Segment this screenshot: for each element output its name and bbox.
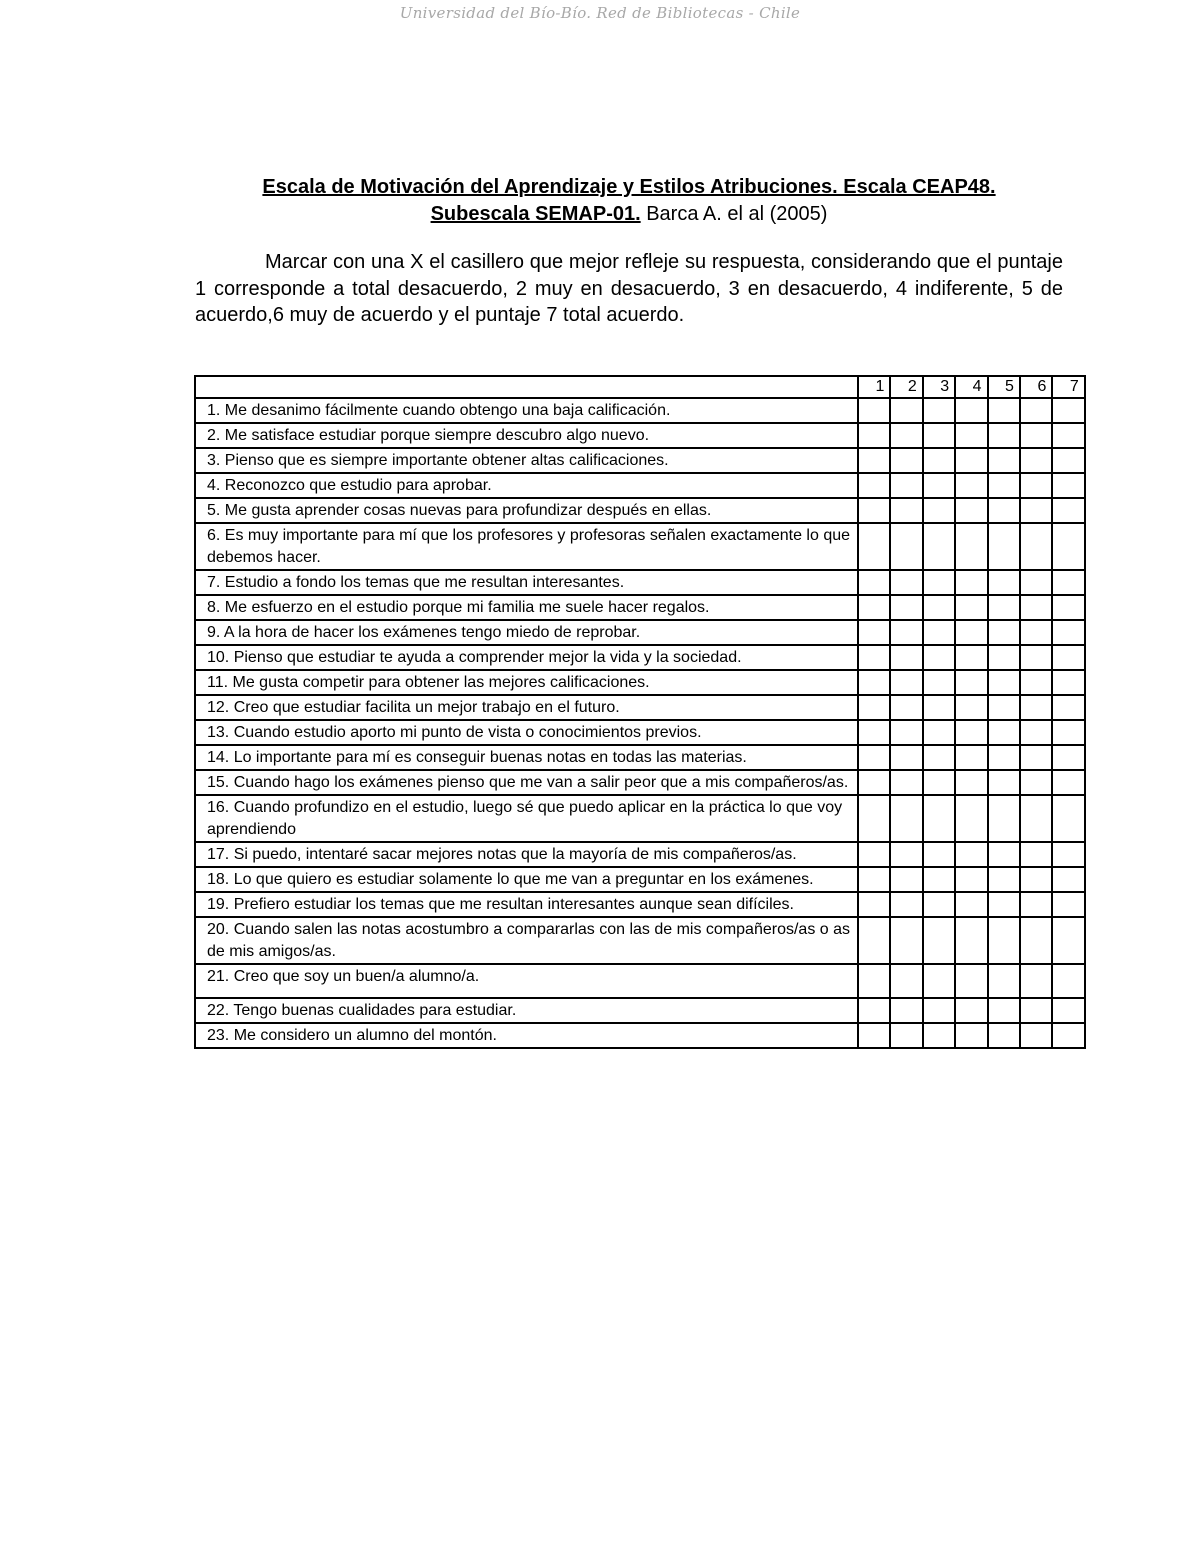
table-row <box>195 473 1085 498</box>
response-box-5[interactable] <box>988 795 1020 842</box>
response-box-2[interactable] <box>890 917 922 964</box>
response-box-1[interactable] <box>858 423 890 448</box>
response-box-6[interactable] <box>1020 917 1052 964</box>
response-box-4[interactable] <box>955 595 987 620</box>
scale-header-6: 6 <box>1020 376 1052 398</box>
response-box-3[interactable] <box>923 448 955 473</box>
response-box-4[interactable] <box>955 448 987 473</box>
response-box-3[interactable] <box>923 964 955 998</box>
item-statement: 16. Cuando profundizo en el estudio, luego sé que puedo aplicar en la práctica lo que voy aprendiendo <box>195 795 858 842</box>
response-box-4[interactable] <box>955 695 987 720</box>
item-statement: 12. Creo que estudiar facilita un mejor trabajo en el futuro. <box>195 695 858 720</box>
response-box-4[interactable] <box>955 795 987 842</box>
response-box-6[interactable] <box>1020 448 1052 473</box>
response-box-6[interactable] <box>1020 398 1052 423</box>
response-box-6[interactable] <box>1020 645 1052 670</box>
item-statement: 9. A la hora de hacer los exámenes tengo miedo de reprobar. <box>195 620 858 645</box>
response-box-2[interactable] <box>890 670 922 695</box>
response-box-5[interactable] <box>988 498 1020 523</box>
scale-header-5: 5 <box>988 376 1020 398</box>
response-box-3[interactable] <box>923 423 955 448</box>
response-box-5[interactable] <box>988 645 1020 670</box>
table-row <box>195 867 1085 892</box>
response-box-4[interactable] <box>955 523 987 570</box>
response-box-2[interactable] <box>890 745 922 770</box>
scale-header-7: 7 <box>1052 376 1084 398</box>
item-statement: 22. Tengo buenas cualidades para estudiar. <box>195 998 858 1023</box>
table-row <box>195 892 1085 917</box>
item-statement: 15. Cuando hago los exámenes pienso que me van a salir peor que a mis compañeros/as. <box>195 770 858 795</box>
response-box-3[interactable] <box>923 842 955 867</box>
response-box-2[interactable] <box>890 867 922 892</box>
response-box-6[interactable] <box>1020 620 1052 645</box>
response-box-1[interactable] <box>858 695 890 720</box>
scale-header-4: 4 <box>955 376 987 398</box>
response-box-4[interactable] <box>955 620 987 645</box>
response-box-1[interactable] <box>858 795 890 842</box>
response-box-7[interactable] <box>1052 720 1084 745</box>
response-box-5[interactable] <box>988 570 1020 595</box>
response-box-6[interactable] <box>1020 1023 1052 1048</box>
response-box-4[interactable] <box>955 398 987 423</box>
response-box-2[interactable] <box>890 398 922 423</box>
library-watermark: Universidad del Bío-Bío. Red de Bibliotecas - Chile <box>399 4 801 22</box>
response-box-4[interactable] <box>955 998 987 1023</box>
response-box-6[interactable] <box>1020 745 1052 770</box>
response-box-7[interactable] <box>1052 523 1084 570</box>
instructions-paragraph: Marcar con una X el casillero que mejor refleje su respuesta, considerando que el puntaje 1 corresponde a total desacuerdo, 2 muy en desacuerdo, 3 en desacuerdo, 4 indiferente, 5 de acuerdo,6 muy de acuerdo y el puntaje 7 total acuerdo. <box>195 251 1063 326</box>
response-box-5[interactable] <box>988 720 1020 745</box>
response-box-2[interactable] <box>890 423 922 448</box>
response-box-5[interactable] <box>988 917 1020 964</box>
response-box-2[interactable] <box>890 720 922 745</box>
response-box-2[interactable] <box>890 695 922 720</box>
response-box-1[interactable] <box>858 1023 890 1048</box>
response-box-5[interactable] <box>988 595 1020 620</box>
response-box-7[interactable] <box>1052 998 1084 1023</box>
response-box-1[interactable] <box>858 867 890 892</box>
response-box-5[interactable] <box>988 398 1020 423</box>
response-box-4[interactable] <box>955 423 987 448</box>
response-box-6[interactable] <box>1020 720 1052 745</box>
item-statement: 1. Me desanimo fácilmente cuando obtengo una baja calificación. <box>195 398 858 423</box>
table-row <box>195 448 1085 473</box>
response-box-4[interactable] <box>955 498 987 523</box>
response-box-6[interactable] <box>1020 867 1052 892</box>
response-box-7[interactable] <box>1052 695 1084 720</box>
response-box-7[interactable] <box>1052 595 1084 620</box>
item-statement: 23. Me considero un alumno del montón. <box>195 1023 858 1048</box>
table-row <box>195 745 1085 770</box>
response-box-3[interactable] <box>923 570 955 595</box>
item-statement: 17. Si puedo, intentaré sacar mejores notas que la mayoría de mis compañeros/as. <box>195 842 858 867</box>
response-box-4[interactable] <box>955 917 987 964</box>
response-box-7[interactable] <box>1052 645 1084 670</box>
response-box-2[interactable] <box>890 998 922 1023</box>
response-box-1[interactable] <box>858 745 890 770</box>
response-box-6[interactable] <box>1020 892 1052 917</box>
response-box-1[interactable] <box>858 620 890 645</box>
table-row <box>195 645 1085 670</box>
response-box-4[interactable] <box>955 745 987 770</box>
response-box-4[interactable] <box>955 570 987 595</box>
response-box-3[interactable] <box>923 1023 955 1048</box>
response-box-3[interactable] <box>923 498 955 523</box>
response-box-4[interactable] <box>955 964 987 998</box>
response-box-6[interactable] <box>1020 670 1052 695</box>
response-box-7[interactable] <box>1052 423 1084 448</box>
response-box-1[interactable] <box>858 570 890 595</box>
response-box-7[interactable] <box>1052 964 1084 998</box>
response-box-7[interactable] <box>1052 1023 1084 1048</box>
response-box-6[interactable] <box>1020 795 1052 842</box>
item-statement: 14. Lo importante para mí es conseguir buenas notas en todas las materias. <box>195 745 858 770</box>
response-box-2[interactable] <box>890 795 922 842</box>
response-box-1[interactable] <box>858 998 890 1023</box>
item-statement: 6. Es muy importante para mí que los profesores y profesoras señalen exactamente lo que debemos hacer. <box>195 523 858 570</box>
response-box-5[interactable] <box>988 867 1020 892</box>
response-box-5[interactable] <box>988 770 1020 795</box>
response-box-1[interactable] <box>858 670 890 695</box>
response-box-1[interactable] <box>858 398 890 423</box>
table-row <box>195 770 1085 795</box>
title-subscale: Subescala SEMAP-01. <box>430 203 641 225</box>
response-box-5[interactable] <box>988 523 1020 570</box>
response-box-1[interactable] <box>858 523 890 570</box>
item-statement: 2. Me satisface estudiar porque siempre descubro algo nuevo. <box>195 423 858 448</box>
response-box-3[interactable] <box>923 917 955 964</box>
response-box-7[interactable] <box>1052 473 1084 498</box>
table-row <box>195 842 1085 867</box>
response-box-5[interactable] <box>988 892 1020 917</box>
response-box-4[interactable] <box>955 1023 987 1048</box>
response-box-2[interactable] <box>890 770 922 795</box>
scale-header-2: 2 <box>890 376 922 398</box>
title-line-1: Escala de Motivación del Aprendizaje y Estilos Atribuciones. Escala CEAP48. <box>262 176 996 198</box>
response-box-4[interactable] <box>955 770 987 795</box>
response-box-6[interactable] <box>1020 523 1052 570</box>
table-row <box>195 620 1085 645</box>
response-box-5[interactable] <box>988 1023 1020 1048</box>
response-box-5[interactable] <box>988 473 1020 498</box>
item-statement: 11. Me gusta competir para obtener las mejores calificaciones. <box>195 670 858 695</box>
response-box-1[interactable] <box>858 720 890 745</box>
response-box-7[interactable] <box>1052 770 1084 795</box>
response-box-3[interactable] <box>923 795 955 842</box>
response-box-7[interactable] <box>1052 917 1084 964</box>
table-row <box>195 523 1085 570</box>
response-box-2[interactable] <box>890 473 922 498</box>
response-box-2[interactable] <box>890 595 922 620</box>
response-box-7[interactable] <box>1052 620 1084 645</box>
response-box-1[interactable] <box>858 448 890 473</box>
response-box-3[interactable] <box>923 695 955 720</box>
response-box-3[interactable] <box>923 770 955 795</box>
response-box-5[interactable] <box>988 964 1020 998</box>
scale-header-3: 3 <box>923 376 955 398</box>
response-box-6[interactable] <box>1020 770 1052 795</box>
response-box-3[interactable] <box>923 473 955 498</box>
response-box-5[interactable] <box>988 842 1020 867</box>
response-box-2[interactable] <box>890 645 922 670</box>
title-citation: Barca A. el al (2005) <box>640 203 828 225</box>
document-title <box>195 174 1063 228</box>
header-item-cell <box>195 376 858 398</box>
response-box-4[interactable] <box>955 842 987 867</box>
response-box-3[interactable] <box>923 523 955 570</box>
response-box-4[interactable] <box>955 892 987 917</box>
response-box-4[interactable] <box>955 645 987 670</box>
response-box-5[interactable] <box>988 670 1020 695</box>
response-box-7[interactable] <box>1052 398 1084 423</box>
response-box-6[interactable] <box>1020 842 1052 867</box>
response-box-2[interactable] <box>890 523 922 570</box>
response-box-5[interactable] <box>988 448 1020 473</box>
response-box-6[interactable] <box>1020 964 1052 998</box>
response-box-3[interactable] <box>923 720 955 745</box>
response-box-5[interactable] <box>988 423 1020 448</box>
response-box-2[interactable] <box>890 570 922 595</box>
item-statement: 18. Lo que quiero es estudiar solamente lo que me van a preguntar en los exámenes. <box>195 867 858 892</box>
response-box-7[interactable] <box>1052 570 1084 595</box>
response-box-7[interactable] <box>1052 892 1084 917</box>
table-row <box>195 498 1085 523</box>
response-box-2[interactable] <box>890 498 922 523</box>
table-row <box>195 570 1085 595</box>
response-box-4[interactable] <box>955 867 987 892</box>
questionnaire-table <box>194 375 1086 1049</box>
table-row <box>195 595 1085 620</box>
response-box-1[interactable] <box>858 645 890 670</box>
response-box-3[interactable] <box>923 620 955 645</box>
response-box-3[interactable] <box>923 745 955 770</box>
response-box-4[interactable] <box>955 473 987 498</box>
table-row <box>195 1023 1085 1048</box>
scale-header-1: 1 <box>858 376 890 398</box>
item-statement: 21. Creo que soy un buen/a alumno/a. <box>195 964 858 998</box>
table-row <box>195 423 1085 448</box>
response-box-3[interactable] <box>923 998 955 1023</box>
table-row <box>195 398 1085 423</box>
response-box-5[interactable] <box>988 745 1020 770</box>
response-box-6[interactable] <box>1020 998 1052 1023</box>
item-statement: 13. Cuando estudio aporto mi punto de vista o conocimientos previos. <box>195 720 858 745</box>
item-statement: 4. Reconozco que estudio para aprobar. <box>195 473 858 498</box>
table-row <box>195 964 1085 998</box>
response-box-7[interactable] <box>1052 670 1084 695</box>
response-box-4[interactable] <box>955 670 987 695</box>
response-box-1[interactable] <box>858 595 890 620</box>
table-row <box>195 720 1085 745</box>
response-box-1[interactable] <box>858 498 890 523</box>
response-box-1[interactable] <box>858 770 890 795</box>
response-box-3[interactable] <box>923 892 955 917</box>
response-box-1[interactable] <box>858 964 890 998</box>
response-box-7[interactable] <box>1052 448 1084 473</box>
response-box-2[interactable] <box>890 620 922 645</box>
response-box-2[interactable] <box>890 964 922 998</box>
table-row <box>195 917 1085 964</box>
scale-header-row <box>195 376 1085 398</box>
response-box-3[interactable] <box>923 670 955 695</box>
response-box-3[interactable] <box>923 398 955 423</box>
response-box-1[interactable] <box>858 473 890 498</box>
item-statement: 19. Prefiero estudiar los temas que me resultan interesantes aunque sean difíciles. <box>195 892 858 917</box>
item-statement: 5. Me gusta aprender cosas nuevas para profundizar después en ellas. <box>195 498 858 523</box>
response-box-6[interactable] <box>1020 423 1052 448</box>
response-box-5[interactable] <box>988 620 1020 645</box>
response-box-2[interactable] <box>890 448 922 473</box>
response-box-6[interactable] <box>1020 695 1052 720</box>
item-statement: 3. Pienso que es siempre importante obtener altas calificaciones. <box>195 448 858 473</box>
response-box-3[interactable] <box>923 645 955 670</box>
item-statement: 20. Cuando salen las notas acostumbro a compararlas con las de mis compañeros/as o as de mis amigos/as. <box>195 917 858 964</box>
response-box-6[interactable] <box>1020 498 1052 523</box>
response-box-3[interactable] <box>923 867 955 892</box>
response-box-6[interactable] <box>1020 473 1052 498</box>
table-row <box>195 998 1085 1023</box>
item-statement: 8. Me esfuerzo en el estudio porque mi familia me suele hacer regalos. <box>195 595 858 620</box>
response-box-7[interactable] <box>1052 745 1084 770</box>
response-box-4[interactable] <box>955 720 987 745</box>
response-box-1[interactable] <box>858 892 890 917</box>
item-statement: 7. Estudio a fondo los temas que me resultan interesantes. <box>195 570 858 595</box>
item-statement: 10. Pienso que estudiar te ayuda a comprender mejor la vida y la sociedad. <box>195 645 858 670</box>
response-box-2[interactable] <box>890 842 922 867</box>
response-box-6[interactable] <box>1020 595 1052 620</box>
response-box-5[interactable] <box>988 695 1020 720</box>
response-box-7[interactable] <box>1052 498 1084 523</box>
table-row <box>195 795 1085 842</box>
response-box-6[interactable] <box>1020 570 1052 595</box>
table-row <box>195 670 1085 695</box>
response-box-3[interactable] <box>923 595 955 620</box>
response-box-7[interactable] <box>1052 867 1084 892</box>
response-box-2[interactable] <box>890 1023 922 1048</box>
table-row <box>195 695 1085 720</box>
response-box-1[interactable] <box>858 917 890 964</box>
response-box-1[interactable] <box>858 842 890 867</box>
response-box-7[interactable] <box>1052 795 1084 842</box>
response-box-2[interactable] <box>890 892 922 917</box>
response-box-5[interactable] <box>988 998 1020 1023</box>
response-box-7[interactable] <box>1052 842 1084 867</box>
